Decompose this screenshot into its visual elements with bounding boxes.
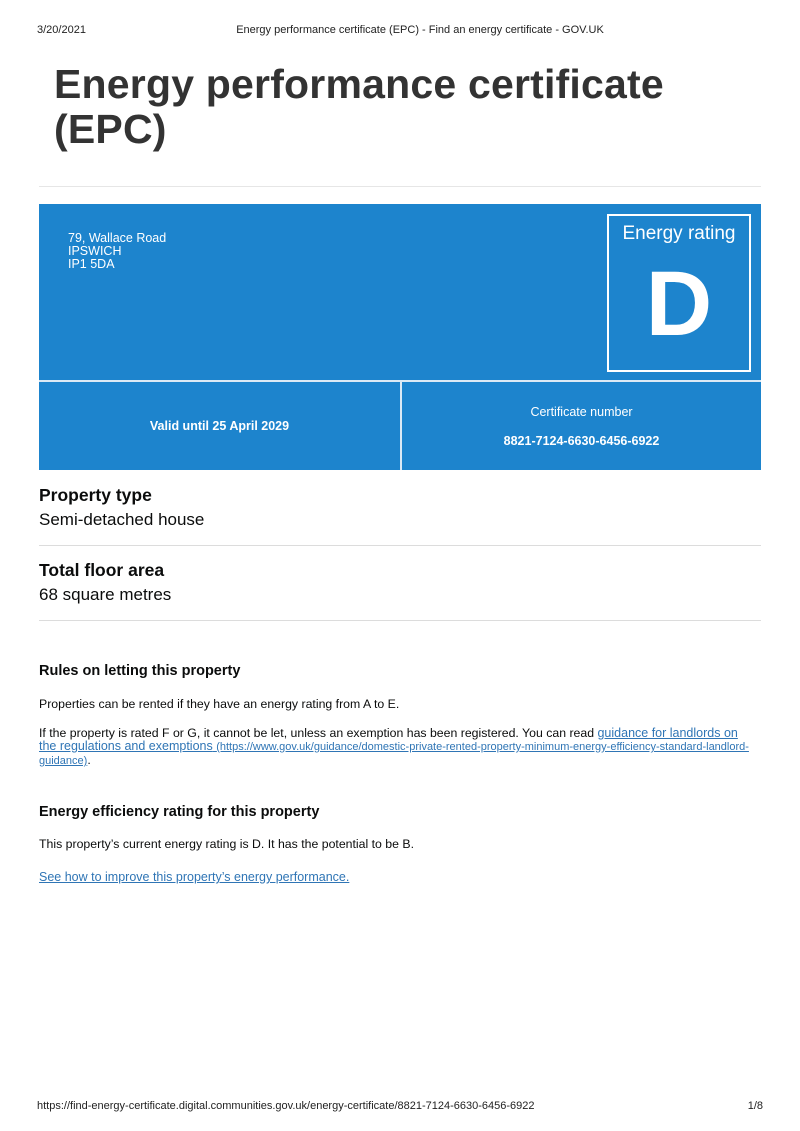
valid-until-date: Valid until 25 April 2029 <box>149 419 290 433</box>
letting-rules-heading: Rules on letting this property <box>39 663 241 679</box>
energy-rating-label: Energy rating <box>622 223 736 244</box>
letting-rules-paragraph: Properties can be rented if they have an energy rating from A to E. <box>39 697 400 711</box>
certificate-number-label: Certificate number <box>530 405 633 419</box>
floor-area-value: 68 square metres <box>39 585 172 604</box>
address-line-postcode: IP1 5DA <box>68 257 115 271</box>
property-type-heading: Property type <box>39 485 152 505</box>
efficiency-rating-heading: Energy efficiency rating for this property <box>39 804 320 820</box>
property-address <box>68 232 166 271</box>
certificate-summary-panel <box>39 204 761 470</box>
summary-vertical-divider <box>400 382 402 470</box>
landlord-guidance-url: (https://www.gov.uk/guidance/domestic-private-rented-property-minimum-energy-efficiency-standard-landlord-guidance) <box>39 741 749 767</box>
improve-performance-link[interactable]: See how to improve this property’s energy performance. <box>39 870 350 884</box>
floor-area-divider <box>39 620 761 621</box>
energy-rating-letter: D <box>645 253 713 355</box>
property-type-divider <box>39 545 761 546</box>
print-page-number: 1/8 <box>747 1100 763 1112</box>
property-type-value: Semi-detached house <box>39 510 205 529</box>
print-date: 3/20/2021 <box>37 24 86 36</box>
print-document-title: Energy performance certificate (EPC) - Find an energy certificate - GOV.UK <box>236 24 604 36</box>
title-divider <box>39 186 761 187</box>
improve-performance-paragraph <box>39 871 754 884</box>
certificate-number: 8821-7124-6630-6456-6922 <box>503 434 660 448</box>
letting-exemptions-paragraph <box>39 727 754 768</box>
page-title: Energy performance certificate (EPC) <box>54 61 664 152</box>
print-footer <box>37 1100 763 1116</box>
floor-area-heading: Total floor area <box>39 560 165 580</box>
print-footer-url: https://find-energy-certificate.digital.communities.gov.uk/energy-certificate/8821-7124-6630-6456-6922 <box>37 1100 535 1112</box>
address-line-town: IPSWICH <box>68 244 122 258</box>
exemptions-text-end: . <box>87 753 91 767</box>
efficiency-rating-text: This property’s current energy rating is D. It has the potential to be B. <box>39 837 415 851</box>
landlord-guidance-link[interactable]: guidance for landlords on the regulations and exemptions (https://www.gov.uk/guidance/domestic-private-rented-property-minimum-energy-efficiency-standard-landlord-guidance) <box>39 726 749 767</box>
energy-rating-box <box>607 214 751 372</box>
print-header <box>37 24 763 40</box>
address-line-street: 79, Wallace Road <box>68 231 167 245</box>
exemptions-text: If the property is rated F or G, it cannot be let, unless an exemption has been registered. You can read <box>39 726 598 740</box>
